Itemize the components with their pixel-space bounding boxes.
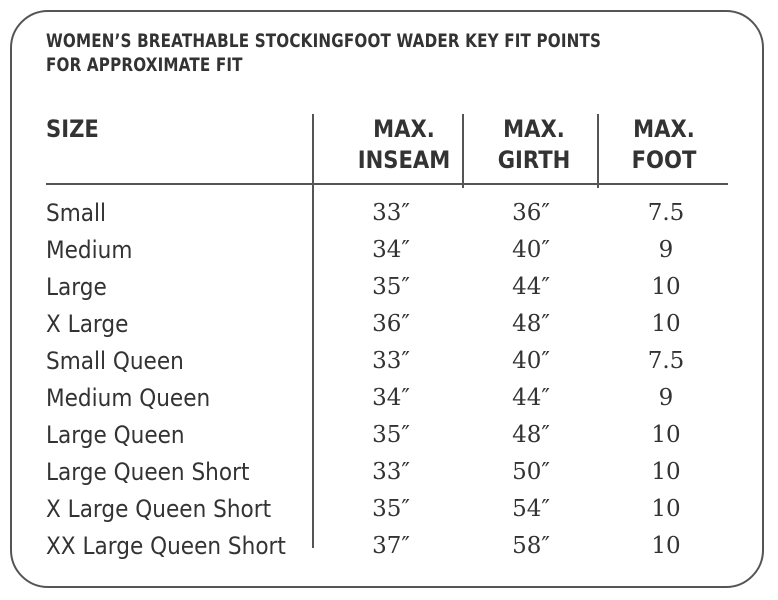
cell-foot: 10 [651,459,681,485]
cell-foot: 10 [651,274,681,300]
header-max-foot [602,114,725,176]
cell-inseam: 33″ [372,459,410,485]
table-row [46,528,728,565]
header-max-girth-line-1: MAX. [503,115,565,143]
cell-size: Small [46,199,106,227]
chart-title [46,30,601,78]
cell-inseam: 33″ [372,200,410,226]
cell-inseam: 35″ [372,274,410,300]
cell-size: X Large [46,310,129,338]
table-row [46,380,728,417]
header-max-girth-line-2: GIRTH [497,146,571,174]
cell-foot: 10 [651,311,681,337]
cell-foot: 10 [651,496,681,522]
cell-size: X Large Queen Short [46,495,272,523]
cell-girth: 48″ [512,311,550,337]
cell-size: XX Large Queen Short [46,532,286,560]
cell-size: Medium [46,236,133,264]
cell-girth: 44″ [512,274,550,300]
cell-foot: 9 [658,237,674,263]
cell-foot: 10 [651,422,681,448]
table-row [46,195,728,232]
cell-girth: 36″ [512,200,550,226]
cell-girth: 44″ [512,385,550,411]
cell-inseam: 35″ [372,496,410,522]
column-divider-girth [597,114,599,188]
header-max-inseam-line-2: INSEAM [357,146,451,174]
cell-girth: 40″ [512,237,550,263]
chart-title-line-1: WOMEN’S BREATHABLE STOCKINGFOOT WADER KEY FIT POINTS [46,31,602,52]
table-row [46,417,728,454]
cell-inseam: 34″ [372,385,410,411]
cell-inseam: 33″ [372,348,410,374]
cell-girth: 40″ [512,348,550,374]
cell-size: Small Queen [46,347,184,375]
header-size: SIZE [46,115,99,143]
cell-size: Large Queen Short [46,458,250,486]
header-max-inseam [325,114,483,176]
cell-foot: 9 [658,385,674,411]
cell-size: Large Queen [46,421,185,449]
cell-foot: 7.5 [647,348,685,374]
cell-girth: 48″ [512,422,550,448]
header-max-inseam-line-1: MAX. [373,115,435,143]
cell-foot: 10 [651,533,681,559]
header-max-foot-line-2: FOOT [631,146,697,174]
cell-inseam: 37″ [372,533,410,559]
header-max-foot-line-1: MAX. [633,115,695,143]
header-max-girth [472,114,595,176]
table-row [46,269,728,306]
cell-size: Large [46,273,107,301]
cell-foot: 7.5 [647,200,685,226]
cell-inseam: 35″ [372,422,410,448]
cell-inseam: 34″ [372,237,410,263]
table-row [46,232,728,269]
chart-title-line-2: FOR APPROXIMATE FIT [46,55,243,76]
cell-girth: 58″ [512,533,550,559]
cell-girth: 50″ [512,459,550,485]
cell-inseam: 36″ [372,311,410,337]
table-row [46,306,728,343]
table-row [46,491,728,528]
cell-girth: 54″ [512,496,550,522]
table-row [46,454,728,491]
table-row [46,343,728,380]
cell-size: Medium Queen [46,384,211,412]
header-divider [46,183,728,185]
column-divider-inseam [462,114,464,188]
